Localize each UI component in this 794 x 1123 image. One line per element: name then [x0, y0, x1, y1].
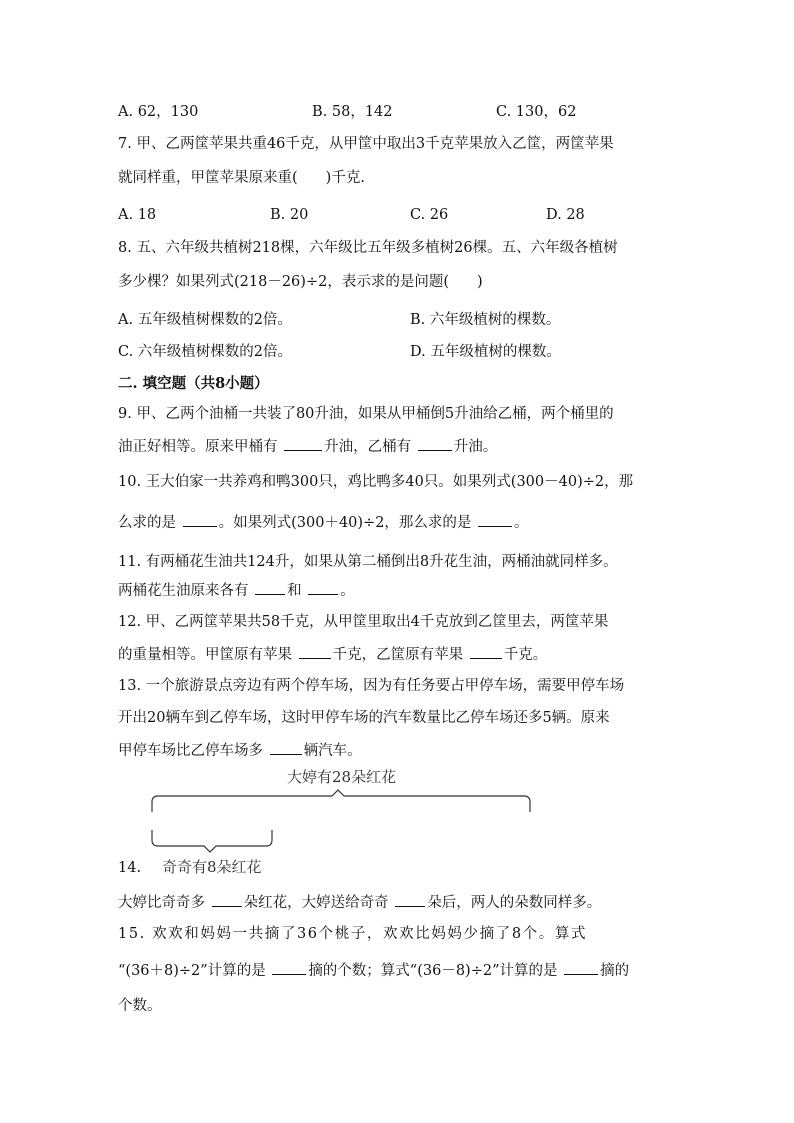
q9-blank-2[interactable] [418, 436, 452, 451]
q8-line-1: 8. 五、六年级共植树218棵，六年级比五年级多植树26棵。五、六年级各植树 [118, 240, 618, 256]
q13-line-2: 开出20辆车到乙停车场，这时甲停车场的汽车数量比乙停车场还多5辆。原来 [118, 710, 610, 726]
q15-text-2: 摘的个数；算式“(36－8)÷2”计算的是 [308, 963, 563, 979]
q8-option-c: C. 六年级植树棵数的2倍。 [118, 344, 293, 360]
q7-option-b: B. 20 [270, 207, 309, 223]
q14-line-1 [118, 892, 601, 913]
q9-text: 油正好相等。原来甲桶有 [118, 439, 283, 455]
q11-text-2: 和 [287, 583, 307, 599]
q12-line-1: 12. 甲、乙两筐苹果共58千克，从甲筐里取出4千克放到乙筐里去，两筐苹果 [118, 614, 609, 630]
q11-blank-2[interactable] [308, 580, 338, 595]
bottom-brace [152, 830, 272, 852]
q6-option-a: A. 62，130 [118, 104, 199, 120]
q14-text-3: 朵后，两人的朵数同样多。 [427, 895, 602, 911]
q10-line-2 [118, 512, 529, 533]
q11-line-2 [118, 580, 355, 601]
q13-text-2: 辆汽车。 [303, 743, 362, 759]
brace-diagram [0, 784, 794, 864]
q8-option-d: D. 五年级植树的棵数。 [410, 344, 561, 360]
q8-option-a: A. 五年级植树棵数的2倍。 [118, 312, 292, 328]
q14-number: 14. [118, 860, 142, 876]
q9-text-3: 升油。 [453, 439, 498, 455]
q15-line-1: 15. 欢欢和妈妈一共摘了36个桃子，欢欢比妈妈少摘了8个。算式 [118, 926, 588, 942]
q8-text: 多少棵？如果列式(218－26)÷2，表示求的是问题( [118, 274, 449, 290]
q14-blank-1[interactable] [212, 892, 242, 907]
q12-blank-1[interactable] [299, 644, 331, 659]
q15-line-2 [118, 960, 629, 981]
q7-option-a: A. 18 [118, 207, 157, 223]
q8-option-b: B. 六年级植树的棵数。 [410, 312, 561, 328]
q15-text-3: 摘的 [600, 963, 630, 979]
q13-line-1: 13. 一个旅游景点旁边有两个停车场，因为有任务要占甲停车场，需要甲停车场 [118, 678, 625, 694]
q7-line-1: 7. 甲、乙两筐苹果共重46千克，从甲筐中取出3千克苹果放入乙筐，两筐苹果 [118, 136, 614, 152]
q10-blank-2[interactable] [478, 512, 512, 527]
top-brace [152, 790, 530, 812]
q9-text-2: 升油，乙桶有 [324, 439, 416, 455]
q6-option-c: C. 130，62 [496, 104, 577, 120]
q12-text-2: 千克，乙筐原有苹果 [332, 647, 468, 663]
q12-blank-2[interactable] [470, 644, 502, 659]
q12-text: 的重量相等。甲筐原有苹果 [118, 647, 297, 663]
q8-line-2 [118, 272, 483, 292]
q14-text: 大婷比奇奇多 [118, 895, 210, 911]
section-heading: 二. 填空题（共8小题） [118, 375, 269, 392]
diagram-top-label: 大婷有28朵红花 [287, 768, 397, 786]
q15-blank-2[interactable] [564, 960, 598, 975]
q15-line-3: 个数。 [118, 998, 162, 1014]
q13-line-3 [118, 740, 362, 761]
q13-blank[interactable] [270, 740, 302, 755]
q12-line-2 [118, 644, 547, 665]
q6-option-b: B. 58，142 [312, 104, 393, 120]
q7-text-end: )千克. [325, 170, 365, 186]
q14-text-2: 朵红花，大婷送给奇奇 [243, 895, 394, 911]
q10-line-1: 10. 王大伯家一共养鸡和鸭300只，鸡比鸭多40只。如果列式(300－40)÷2，那 [118, 474, 634, 490]
q15-blank-1[interactable] [272, 960, 306, 975]
q8-text-end: ) [476, 274, 483, 290]
q7-text: 就同样重，甲筐苹果原来重( [118, 170, 298, 186]
q7-option-d: D. 28 [546, 207, 585, 223]
q11-line-1: 11. 有两桶花生油共124升，如果从第二桶倒出8升花生油，两桶油就同样多。 [118, 554, 618, 570]
q11-text: 两桶花生油原来各有 [118, 583, 254, 599]
q10-text-2: 。如果列式(300＋40)÷2，那么求的是 [218, 515, 477, 531]
q15-text: “(36＋8)÷2”计算的是 [118, 963, 271, 979]
q9-line-1: 9. 甲、乙两个油桶一共装了80升油，如果从甲桶倒5升油给乙桶，两个桶里的 [118, 406, 614, 422]
q9-line-2 [118, 436, 497, 457]
q14-blank-2[interactable] [395, 892, 425, 907]
q10-text: 么求的是 [118, 515, 181, 531]
q10-blank-1[interactable] [183, 512, 217, 527]
q11-text-3: 。 [340, 583, 355, 599]
q13-text: 甲停车场比乙停车场多 [118, 743, 268, 759]
q12-text-3: 千克。 [503, 647, 548, 663]
q10-text-3: 。 [514, 515, 529, 531]
q7-option-c: C. 26 [410, 207, 449, 223]
diagram-bottom-label: 奇奇有8朵红花 [162, 858, 262, 876]
q11-blank-1[interactable] [255, 580, 285, 595]
q7-line-2 [118, 168, 365, 188]
q9-blank-1[interactable] [284, 436, 322, 451]
